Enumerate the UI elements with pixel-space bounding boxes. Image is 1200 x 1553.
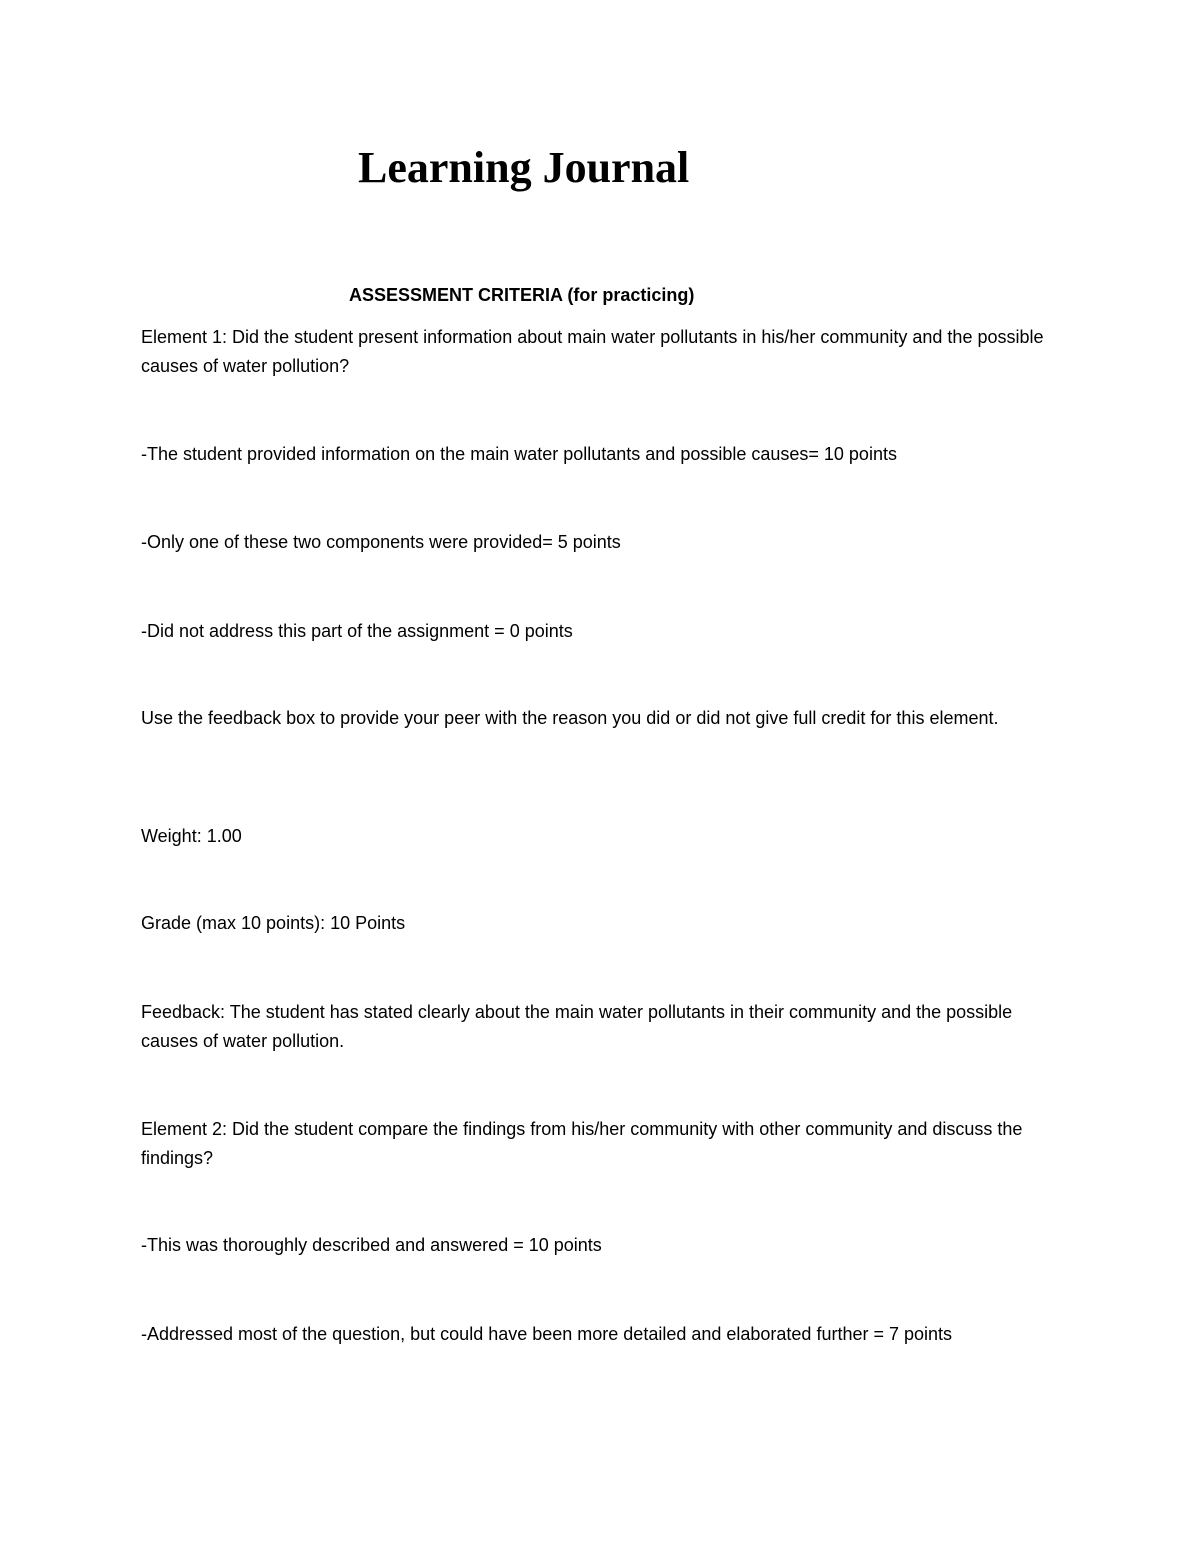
feedback-instructions: Use the feedback box to provide your peer with the reason you did or did not give full credit for this element. [141, 708, 999, 728]
grade-line: Grade (max 10 points): 10 Points [141, 913, 406, 933]
element-1-question: Element 1: Did the student present information about main water pollutants in his/her community and the possible causes of water pollution? [141, 327, 1044, 376]
element-1-criterion-full: -The student provided information on the main water pollutants and possible causes= 10 points [141, 444, 897, 464]
page-title: Learning Journal [358, 143, 690, 192]
element-2-criterion-partial: -Addressed most of the question, but could have been more detailed and elaborated further = 7 points [141, 1324, 953, 1344]
element-2-criterion-full: -This was thoroughly described and answered = 10 points [141, 1235, 602, 1255]
feedback-text: Feedback: The student has stated clearly about the main water pollutants in their community and the possible causes of water pollution. [141, 1002, 1013, 1051]
element-1-criterion-partial: -Only one of these two components were provided= 5 points [141, 532, 621, 552]
weight-line: Weight: 1.00 [141, 826, 242, 846]
assessment-criteria-heading: ASSESSMENT CRITERIA (for practicing) [349, 285, 695, 305]
element-1-criterion-none: -Did not address this part of the assignment = 0 points [141, 621, 573, 641]
element-2-question: Element 2: Did the student compare the findings from his/her community with other community and discuss the findings? [141, 1119, 1023, 1168]
